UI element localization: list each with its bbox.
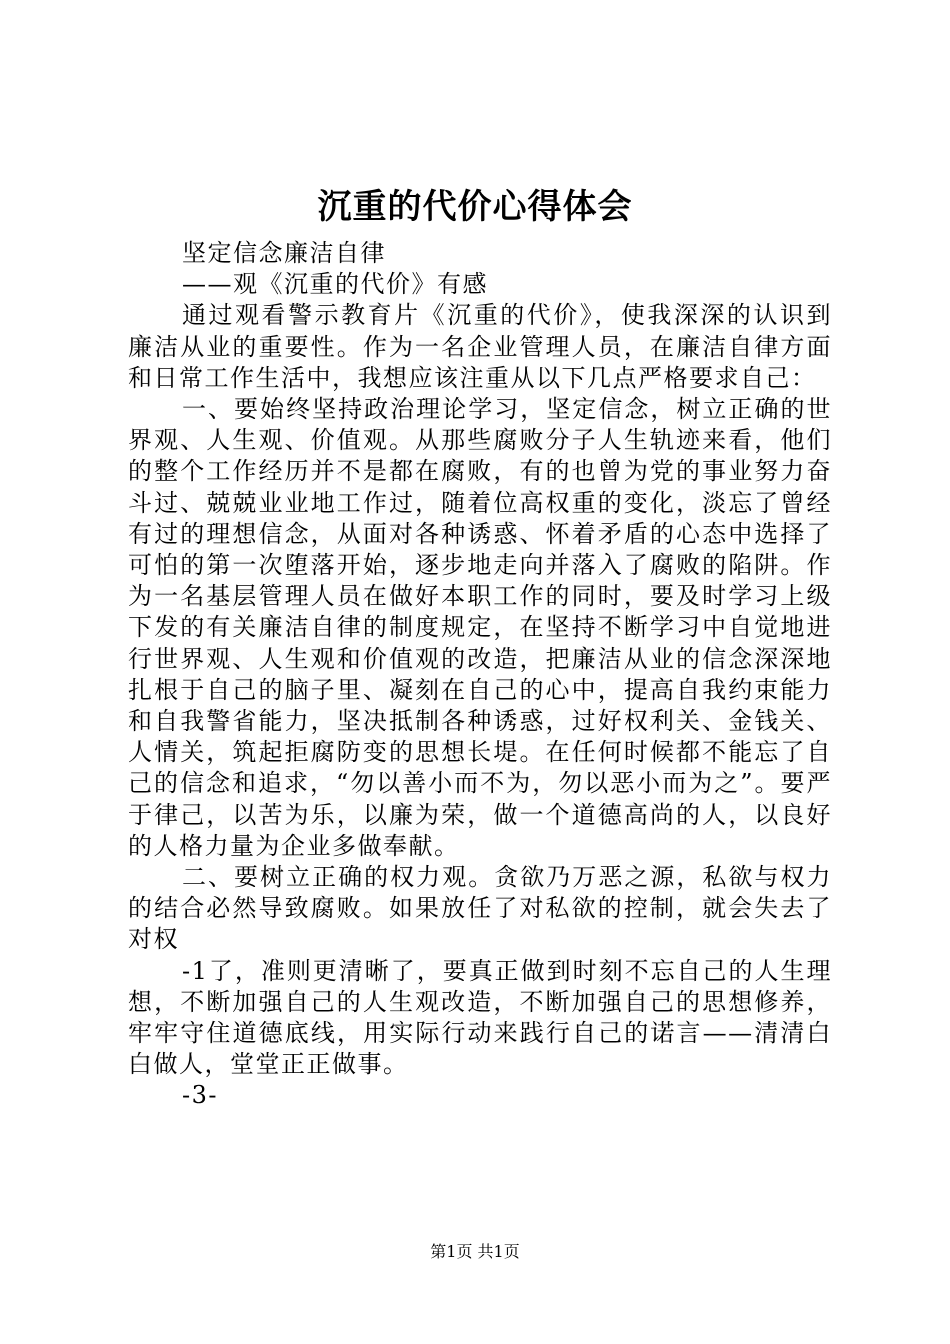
page-footer: 第1页 共1页 [430,1242,520,1261]
document-body [128,238,832,1112]
document-subsubtitle: ——观《沉重的代价》有感 [182,270,488,299]
page-marker: -3- [182,1081,218,1110]
document-subtitle: 坚定信念廉洁自律 [182,239,386,267]
paragraph-point-two: 二、要树立正确的权力观。贪欲乃万恶之源，私欲与权力的结合必然导致腐败。如果放任了对私欲的控制，就会失去了对权 [128,863,832,954]
paragraph-point-one: 一、要始终坚持政治理论学习，坚定信念，树立正确的世界观、人生观、价值观。从那些腐败分子人生轨迹来看，他们的整个工作经历并不是都在腐败，有的也曾为党的事业努力奋斗过、兢兢业业地工作过，随着位高权重的变化，淡忘了曾经有过的理想信念，从面对各种诱惑、怀着矛盾的心态中选择了可怕的第一次堕落开始，逐步地走向并落入了腐败的陷阱。作为一名基层管理人员在做好本职工作的同时，要及时学习上级下发的有关廉洁自律的制度规定，在坚持不断学习中自觉地进行世界观、人生观和价值观的改造，把廉洁从业的信念深深地扎根于自己的脑子里、凝刻在自己的心中，提高自我约束能力和自我警省能力，坚决抵制各种诱惑，过好权利关、金钱关、人情关，筑起拒腐防变的思想长堤。在任何时候都不能忘了自己的信念和追求，“勿以善小而不为，勿以恶小而为之”。要严于律己，以苦为乐，以廉为荣，做一个道德高尚的人，以良好的人格力量为企业多做奉献。 [128,395,832,860]
paragraph-intro: 通过观看警示教育片《沉重的代价》，使我深深的认识到廉洁从业的重要性。作为一名企业管理人员，在廉洁自律方面和日常工作生活中，我想应该注重从以下几点严格要求自己： [128,301,832,392]
paragraph-continuation: -1了，准则更清晰了，要真正做到时刻不忘自己的人生理想，不断加强自己的人生观改造，不断加强自己的思想修养，牢牢守住道德底线，用实际行动来践行自己的诺言——清清白白做人，堂堂正正做事。 [128,956,832,1079]
document-title: 沉重的代价心得体会 [317,187,633,227]
